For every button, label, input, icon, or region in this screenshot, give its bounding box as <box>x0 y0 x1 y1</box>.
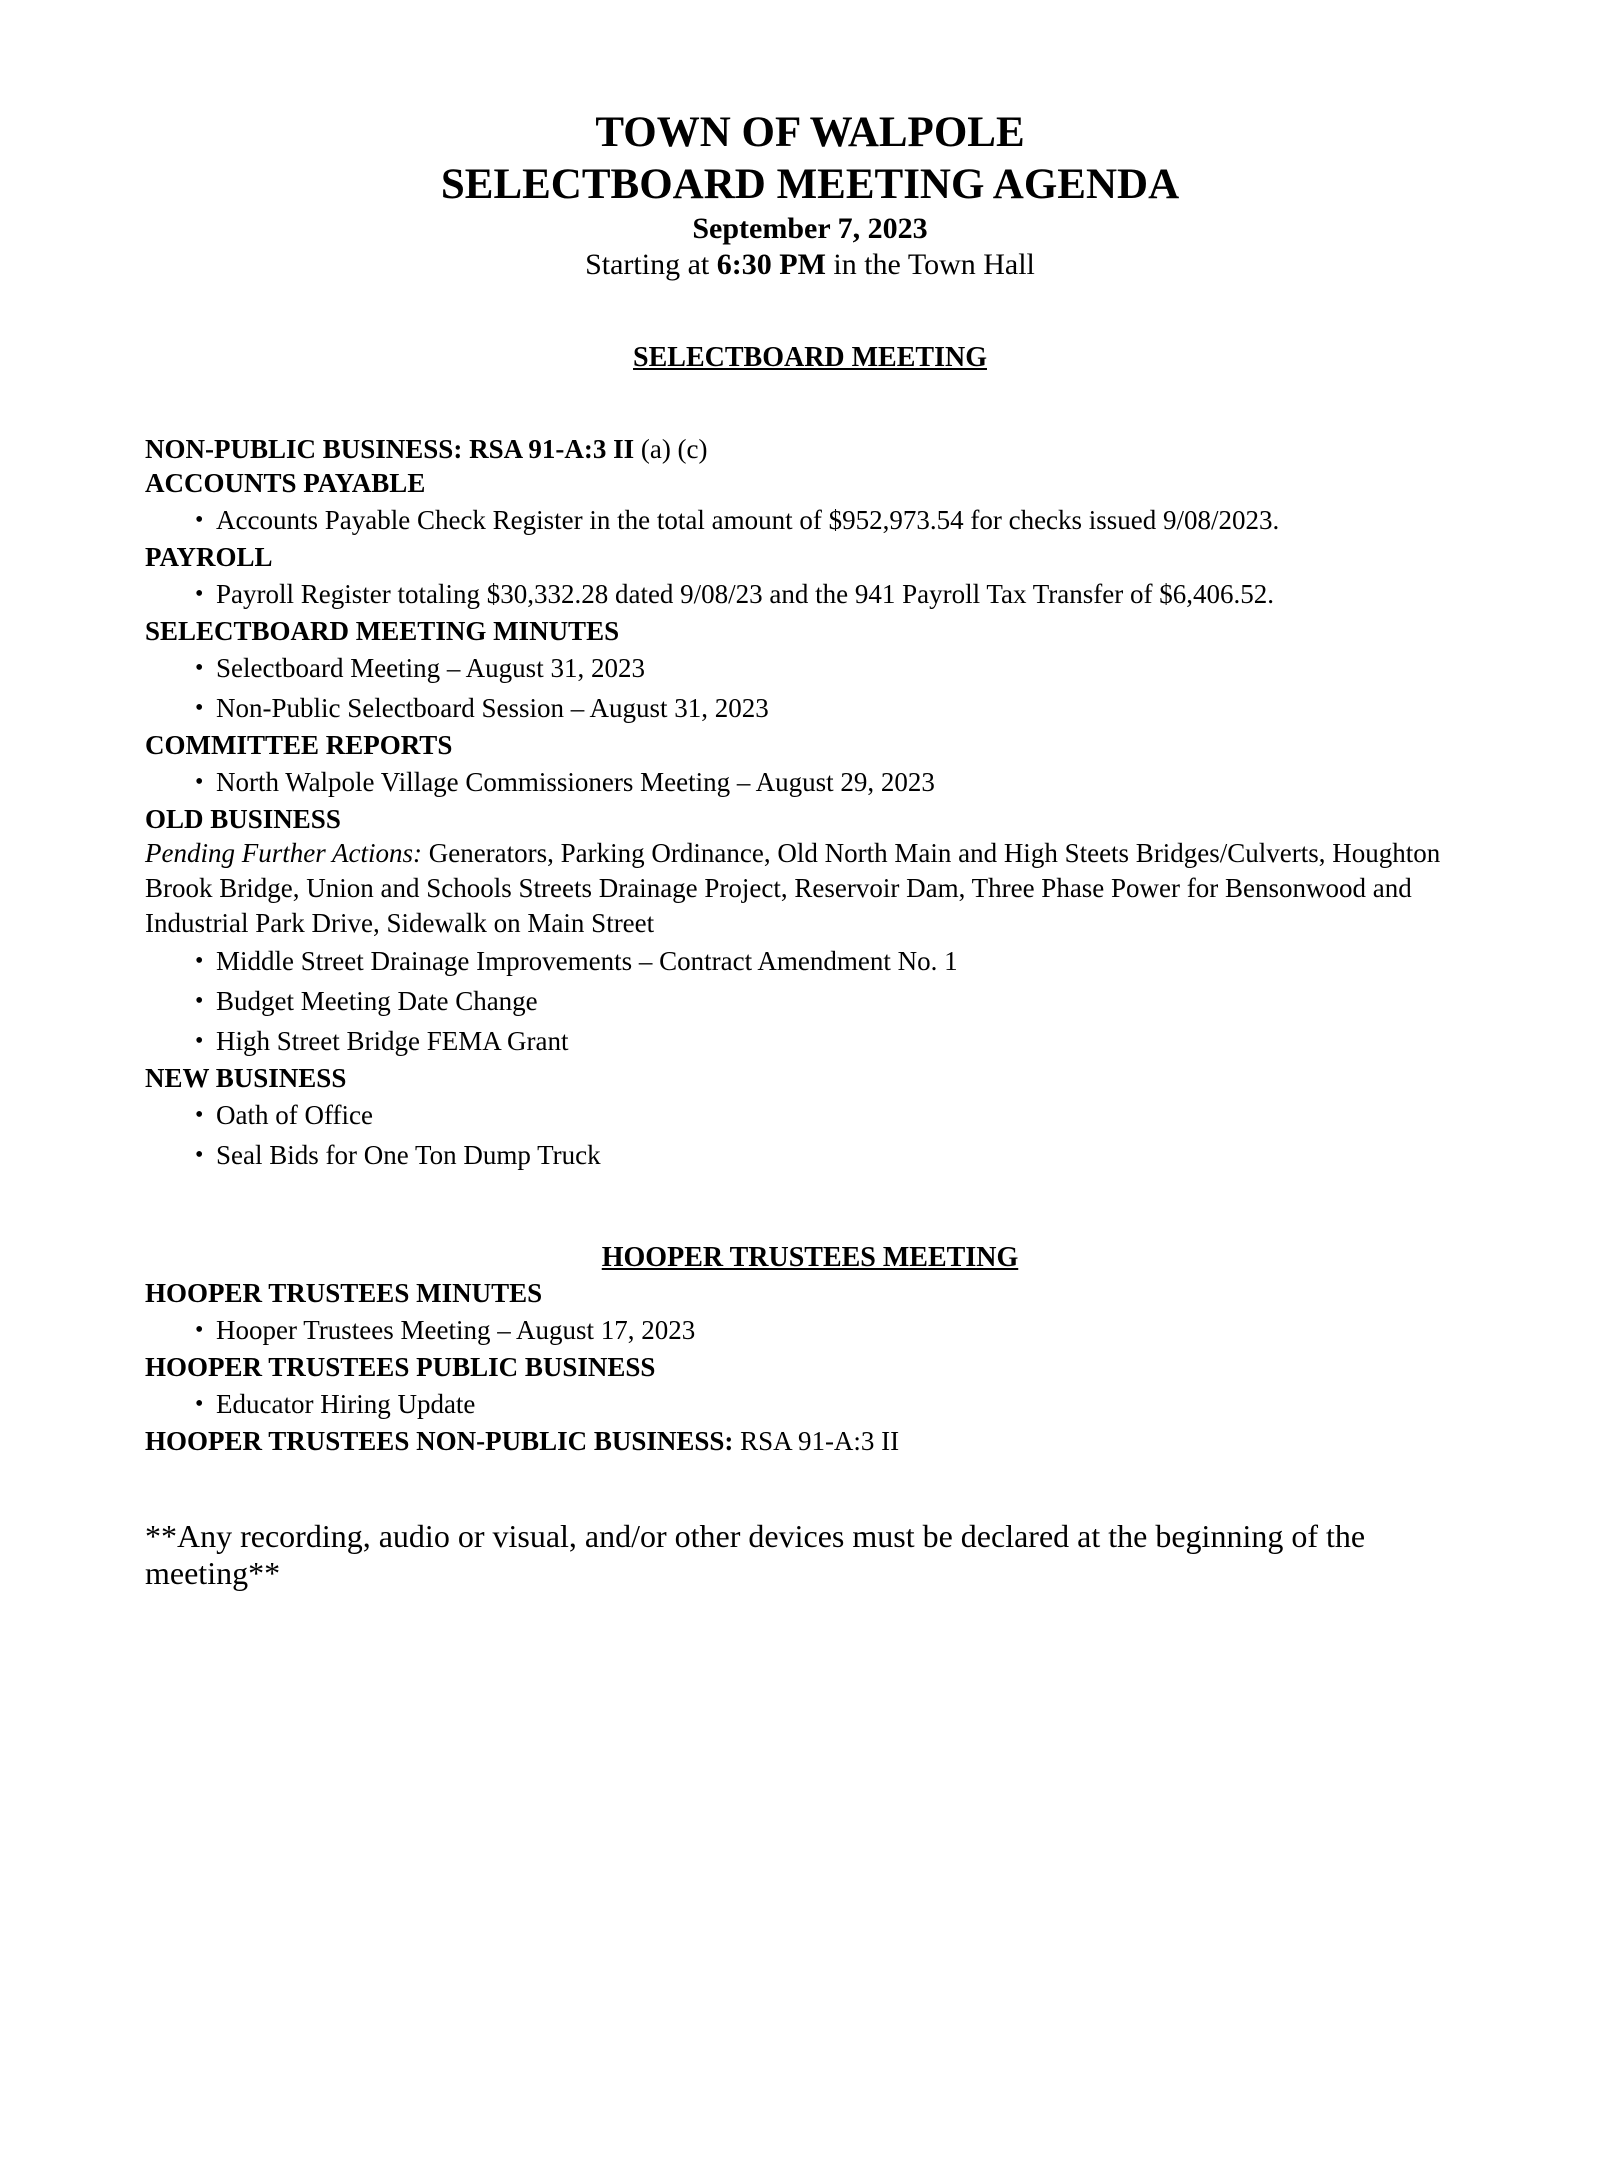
pending-actions-paragraph <box>145 836 1465 941</box>
list-item <box>145 762 1465 802</box>
minutes-list <box>145 648 1465 728</box>
town-title: TOWN OF WALPOLE <box>595 109 1025 156</box>
bullet-icon: • <box>195 1317 204 1343</box>
bullet-icon: • <box>195 988 204 1014</box>
bullet-icon: • <box>195 948 204 974</box>
list-item <box>145 500 1465 540</box>
list-item <box>145 981 1465 1021</box>
hooper-non-public-label: HOOPER TRUSTEES NON-PUBLIC BUSINESS: <box>145 1426 734 1456</box>
meeting-date: September 7, 2023 <box>692 212 928 245</box>
hooper-minutes-list <box>145 1310 1465 1350</box>
agenda-title: SELECTBOARD MEETING AGENDA <box>440 161 1180 208</box>
accounts-payable-list <box>145 500 1465 540</box>
list-item <box>145 1310 1465 1350</box>
recording-notice: **Any recording, audio or visual, and/or other devices must be declared at the beginning of the meeting** <box>145 1518 1366 1591</box>
non-public-business-heading <box>145 432 1465 466</box>
non-public-suffix: (a) (c) <box>634 434 708 464</box>
list-item-text: High Street Bridge FEMA Grant <box>216 1026 569 1056</box>
list-item <box>145 688 1465 728</box>
new-business-heading: NEW BUSINESS <box>145 1063 347 1093</box>
bullet-icon: • <box>195 1142 204 1168</box>
old-business-heading: OLD BUSINESS <box>145 804 341 834</box>
hooper-non-public-heading <box>145 1424 1465 1458</box>
pending-actions-label: Pending Further Actions: <box>145 838 422 868</box>
list-item-text: Educator Hiring Update <box>216 1389 476 1419</box>
list-item-text: Payroll Register totaling $30,332.28 dated 9/08/23 and the 941 Payroll Tax Transfer of $6,406.52. <box>216 579 1274 609</box>
payroll-heading: PAYROLL <box>145 542 273 572</box>
list-item-text: Seal Bids for One Ton Dump Truck <box>216 1140 601 1170</box>
hooper-minutes-heading: HOOPER TRUSTEES MINUTES <box>145 1278 543 1308</box>
bullet-icon: • <box>195 1102 204 1128</box>
hooper-section-title: HOOPER TRUSTEES MEETING <box>601 1242 1019 1273</box>
list-item <box>145 1135 1465 1175</box>
pending-actions-text: Generators, Parking Ordinance, Old North Main and High Steets Bridges/Culverts, Houghton Brook Bridge, Union and Schools Streets Drainage Project, Reservoir Dam, Three Phase Power for Bensonwood and Industrial Park Drive, Sidewalk on Main Street <box>145 838 1441 938</box>
list-item <box>145 941 1465 981</box>
list-item-text: Oath of Office <box>216 1100 373 1130</box>
selectboard-agenda-body <box>145 432 1465 1175</box>
committee-reports-list <box>145 762 1465 802</box>
list-item-text: Hooper Trustees Meeting – August 17, 2023 <box>216 1315 696 1345</box>
list-item <box>145 1095 1465 1135</box>
list-item-text: Non-Public Selectboard Session – August 31, 2023 <box>216 693 769 723</box>
bullet-icon: • <box>195 1391 204 1417</box>
accounts-payable-heading: ACCOUNTS PAYABLE <box>145 468 426 498</box>
hooper-non-public-suffix: RSA 91-A:3 II <box>733 1426 900 1456</box>
bullet-icon: • <box>195 769 204 795</box>
list-item <box>145 648 1465 688</box>
committee-reports-heading: COMMITTEE REPORTS <box>145 730 453 760</box>
start-prefix: Starting at <box>585 248 717 281</box>
bullet-icon: • <box>195 655 204 681</box>
new-business-list <box>145 1095 1465 1175</box>
payroll-list <box>145 574 1465 614</box>
hooper-public-business-heading: HOOPER TRUSTEES PUBLIC BUSINESS <box>145 1352 656 1382</box>
list-item-text: Middle Street Drainage Improvements – Contract Amendment No. 1 <box>216 946 958 976</box>
hooper-public-business-list <box>145 1384 1465 1424</box>
bullet-icon: • <box>195 507 204 533</box>
bullet-icon: • <box>195 1028 204 1054</box>
meeting-start-line <box>0 247 1620 283</box>
list-item <box>145 574 1465 614</box>
list-item-text: Accounts Payable Check Register in the total amount of $952,973.54 for checks issued 9/08/2023. <box>216 505 1280 535</box>
old-business-list <box>145 941 1465 1061</box>
start-time: 6:30 PM <box>716 248 826 281</box>
bullet-icon: • <box>195 695 204 721</box>
hooper-agenda-body <box>145 1276 1465 1458</box>
non-public-label: NON-PUBLIC BUSINESS: RSA 91-A:3 II <box>145 434 635 464</box>
minutes-heading: SELECTBOARD MEETING MINUTES <box>145 616 620 646</box>
list-item-text: North Walpole Village Commissioners Meeting – August 29, 2023 <box>216 767 935 797</box>
list-item <box>145 1384 1465 1424</box>
selectboard-section-title: SELECTBOARD MEETING <box>633 342 987 373</box>
start-suffix: in the Town Hall <box>825 248 1035 281</box>
list-item-text: Selectboard Meeting – August 31, 2023 <box>216 653 645 683</box>
list-item <box>145 1021 1465 1061</box>
bullet-icon: • <box>195 581 204 607</box>
list-item-text: Budget Meeting Date Change <box>216 986 538 1016</box>
